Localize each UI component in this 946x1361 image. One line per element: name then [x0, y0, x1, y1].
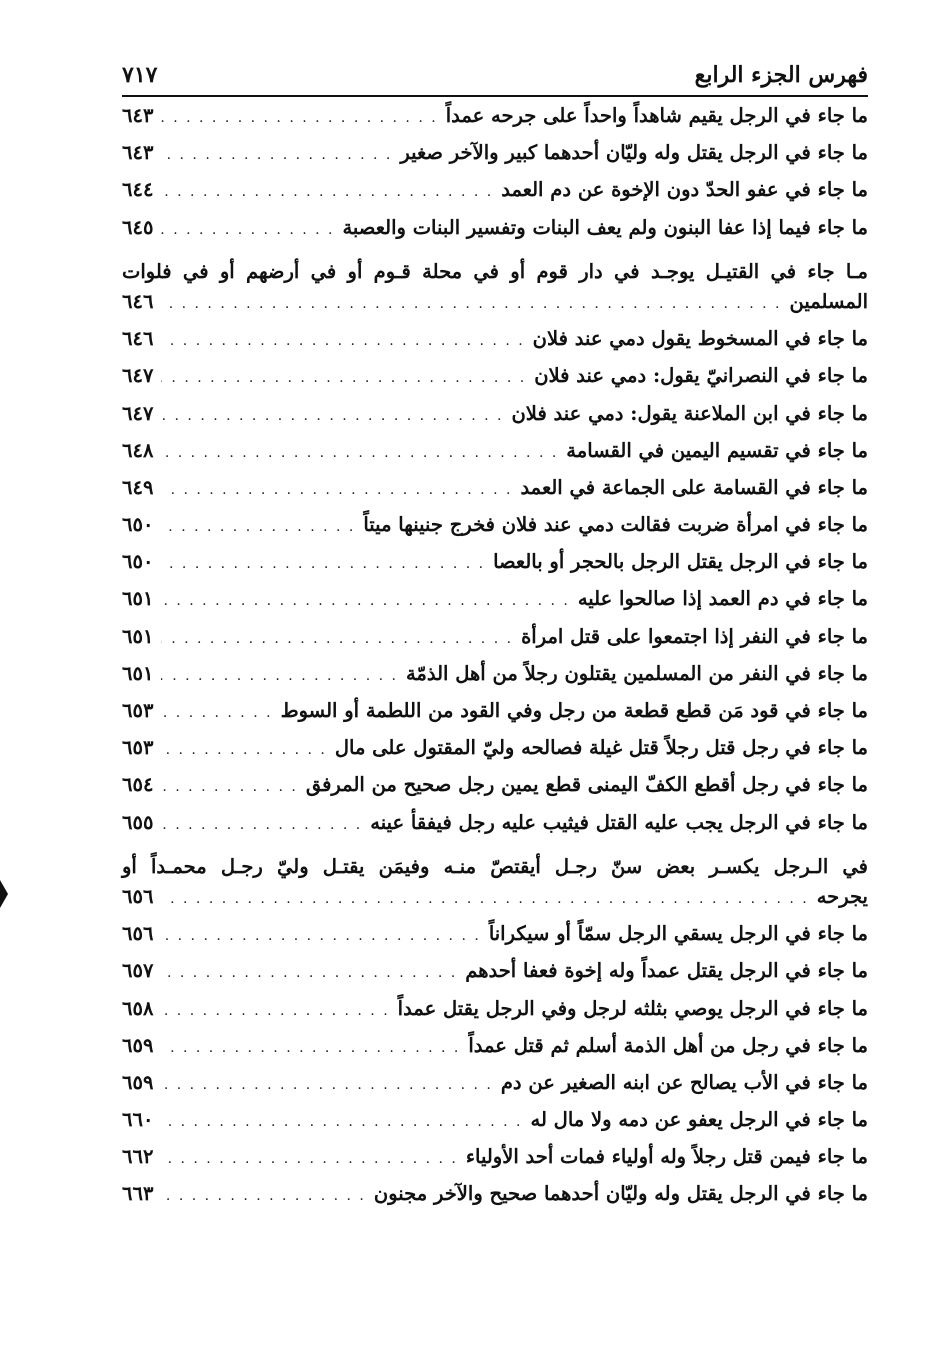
leader-dots [161, 222, 334, 238]
toc-list [122, 104, 868, 1220]
entry-title: ما جاء في تقسيم اليمين في القسامة [566, 438, 868, 462]
entry-page: ٦٤٧ [122, 401, 154, 425]
toc-entry [122, 1145, 868, 1182]
toc-entry [122, 736, 868, 773]
leader-dots [161, 965, 457, 981]
toc-entry [122, 811, 868, 848]
entry-title: ما جاء في النفر إذا اجتمعوا على قتل امرأة [521, 624, 868, 648]
entry-page: ٦٥٧ [122, 959, 154, 983]
entry-title-line2-row [122, 885, 868, 922]
entry-title: ما جاء فيمن قتل رجلاً وله أولياء فمات أحد الأولياء [465, 1145, 868, 1169]
page-number: ٧١٧ [122, 62, 158, 88]
entry-page: ٦٥٩ [122, 1033, 154, 1057]
entry-title: ما جاء في رجل أقطع الكفّ اليمنى قطع يمين رجل صحيح من المرفق [305, 773, 868, 797]
entry-title-line2: المسلمين [789, 289, 868, 313]
toc-entry-two-line [122, 253, 868, 327]
entry-title-line1: مـا جاء في القتيـل يوجـد في دار قوم أو في محلة قـوم أو في أرضهم أو في فلوات [122, 259, 868, 283]
entry-page: ٦٤٥ [122, 215, 154, 239]
entry-page: ٦٤٤ [122, 178, 154, 202]
entry-title: ما جاء في الأب يصالح عن ابنه الصغير عن دم [500, 1070, 868, 1094]
leader-dots [161, 296, 781, 312]
toc-entry [122, 364, 868, 401]
entry-title-line2: يجرحه [816, 884, 868, 908]
leader-dots [161, 1188, 365, 1204]
entry-page: ٦٥٣ [122, 699, 154, 723]
leader-dots [161, 668, 398, 684]
entry-title: ما جاء في القسامة على الجماعة في العمد [520, 475, 868, 499]
leader-dots [161, 184, 493, 200]
toc-entry [122, 587, 868, 624]
entry-title: ما جاء في رجل من أهل الذمة أسلم ثم قتل عمداً [468, 1033, 868, 1057]
toc-entry [122, 1034, 868, 1071]
leader-dots [161, 1077, 492, 1093]
toc-entry [122, 699, 868, 736]
entry-title: ما جاء في الرجل يقتل عمداً وله إخوة فعفا أحدهم [465, 959, 868, 983]
toc-entry [122, 959, 868, 996]
toc-entry [122, 327, 868, 364]
entry-page: ٦٥٠ [122, 550, 154, 574]
toc-entry [122, 1071, 868, 1108]
entry-title: ما جاء في المسخوط يقول دمي عند فلان [532, 327, 868, 351]
entry-page: ٦٥٣ [122, 736, 154, 760]
entry-page: ٦٤٨ [122, 438, 154, 462]
leader-dots [161, 928, 480, 944]
leader-dots [161, 742, 326, 758]
entry-page: ٦٥٥ [122, 810, 154, 834]
entry-title: ما جاء في ابن الملاعنة يقول: دمي عند فلان [511, 401, 868, 425]
leader-dots [161, 891, 808, 907]
toc-entry [122, 773, 868, 810]
leader-dots [161, 1003, 389, 1019]
entry-page: ٦٥٨ [122, 996, 154, 1020]
leader-dots [161, 408, 503, 424]
entry-page: ٦٤٧ [122, 364, 154, 388]
entry-page: ٦٥٤ [122, 773, 154, 797]
entry-page: ٦٦٣ [122, 1182, 154, 1206]
entry-title: ما جاء في امرأة ضربت فقالت دمي عند فلان فخرج جنينها ميتاً [363, 513, 868, 537]
entry-page: ٦٥١ [122, 587, 154, 611]
entry-title: ما جاء في الرجل يسقي الرجل سمّاً أو سيكراناً [488, 922, 868, 946]
toc-entry [122, 1182, 868, 1219]
toc-entry [122, 476, 868, 513]
toc-entry [122, 550, 868, 587]
leader-dots [161, 705, 272, 721]
entry-page: ٦٤٣ [122, 141, 154, 165]
entry-title: ما جاء في الرجل يجب عليه القتل فيثيب عليه رجل فيفقأ عينه [370, 810, 868, 834]
toc-entry [122, 513, 868, 550]
toc-entry [122, 178, 868, 215]
toc-entry [122, 1108, 868, 1145]
leader-dots [161, 110, 437, 126]
toc-entry [122, 141, 868, 178]
page-header [122, 48, 868, 88]
toc-entry [122, 104, 868, 141]
toc-entry [122, 997, 868, 1034]
leader-dots [161, 147, 392, 163]
entry-title-line2-row [122, 290, 868, 327]
entry-title: ما جاء في النصرانيّ يقول: دمي عند فلان [534, 364, 868, 388]
entry-page: ٦٥٦ [122, 884, 154, 908]
leader-dots [161, 556, 485, 572]
leader-dots [161, 1040, 460, 1056]
entry-title: ما جاء في الرجل يوصي بثلثه لرجل وفي الرجل يقتل عمداً [397, 996, 868, 1020]
header-rule [122, 95, 868, 97]
leader-dots [161, 370, 526, 386]
toc-entry [122, 216, 868, 253]
leader-dots [161, 1114, 522, 1130]
entry-title: ما جاء في الرجل يعفو عن دمه ولا مال له [530, 1108, 868, 1132]
leader-dots [161, 519, 355, 535]
toc-entry [122, 662, 868, 699]
toc-entry [122, 439, 868, 476]
entry-page: ٦٥٦ [122, 922, 154, 946]
leader-dots [161, 333, 524, 349]
entry-page: ٦٤٦ [122, 327, 154, 351]
leader-dots [161, 445, 558, 461]
leader-dots [161, 779, 297, 795]
entry-title: ما جاء في النفر من المسلمين يقتلون رجلاً من أهل الذمّة [405, 661, 868, 685]
entry-page: ٦٥٩ [122, 1070, 154, 1094]
entry-title: ما جاء في الرجل يقتل وله وليّان أحدهما صحيح والآخر مجنون [373, 1182, 868, 1206]
running-title: فهرس الجزء الرابع [694, 62, 868, 88]
entry-title: ما جاء في عفو الحدّ دون الإخوة عن دم العمد [501, 178, 868, 202]
entry-title: ما جاء في الرجل يقتل وله وليّان أحدهما كبير والآخر صغير [400, 141, 868, 165]
entry-page: ٦٥١ [122, 661, 154, 685]
entry-title: ما جاء فيما إذا عفا البنون ولم يعف البنات وتفسير البنات والعصبة [342, 215, 868, 239]
leader-dots [161, 482, 512, 498]
toc-entry-two-line [122, 848, 868, 922]
entry-title: ما جاء في قود مَن قطع قطعة من رجل وفي القود من اللطمة أو السوط [280, 699, 868, 723]
entry-page: ٦٦٢ [122, 1145, 154, 1169]
entry-page: ٦٥٠ [122, 513, 154, 537]
entry-page: ٦٦٠ [122, 1108, 154, 1132]
leader-dots [161, 817, 362, 833]
entry-page: ٦٤٦ [122, 289, 154, 313]
scan-edge-mark [0, 880, 8, 908]
entry-page: ٦٥١ [122, 624, 154, 648]
entry-page: ٦٤٣ [122, 104, 154, 127]
leader-dots [161, 593, 569, 609]
toc-entry [122, 922, 868, 959]
toc-entry [122, 402, 868, 439]
entry-title: ما جاء في الرجل يقيم شاهداً واحداً على جرحه عمداً [445, 104, 868, 127]
entry-title-line1: في الـرجل يكسـر بعض سنّ رجـل أيقتصّ منـه وفيمَن يقتـل وليّ رجـل محمـداً أو [122, 854, 868, 878]
entry-title: ما جاء في دم العمد إذا صالحوا عليه [577, 587, 868, 611]
entry-title: ما جاء في رجل قتل رجلاً قتل غيلة فصالحه وليّ المقتول على مال [334, 736, 868, 760]
entry-page: ٦٤٩ [122, 475, 154, 499]
entry-title: ما جاء في الرجل يقتل الرجل بالحجر أو بالعصا [493, 550, 868, 574]
leader-dots [161, 631, 513, 647]
leader-dots [161, 1151, 457, 1167]
toc-entry [122, 625, 868, 662]
